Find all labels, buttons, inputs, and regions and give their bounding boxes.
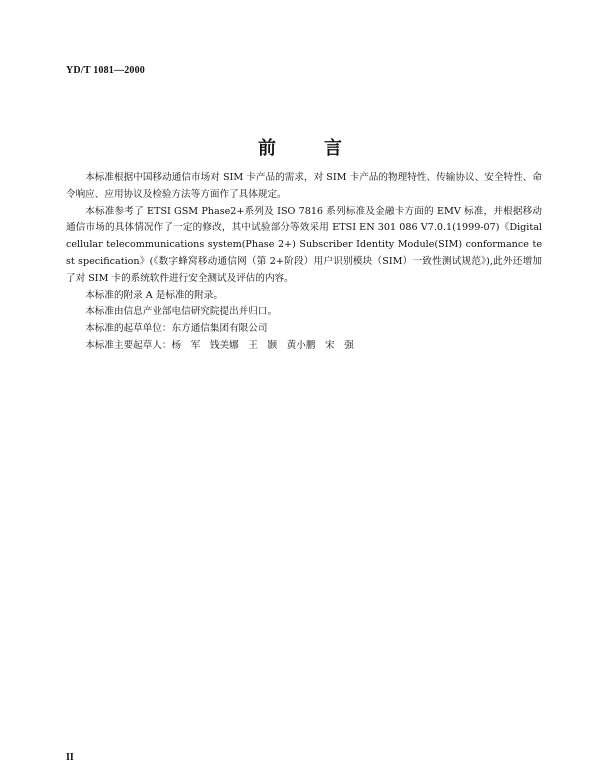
paragraph-drafting-unit: 本标准的起草单位：东方通信集团有限公司 [85,323,268,335]
paragraph-appendix: 本标准的附录 A 是标准的附录。 [85,289,223,301]
foreword-body [66,170,542,355]
paragraph-scope: 本标准根据中国移动通信市场对 SIM 卡产品的需求，对 SIM 卡产品的物理特性、传输协议、安全特性、命令响应、应用协议及检验方法等方面作了具体规定。 [66,172,542,200]
page-number: II [66,752,74,763]
section-title-foreword: 前言 [258,138,390,159]
paragraph-references: 本标准参考了 ETSI GSM Phase2+系列及 ISO 7816 系列标准及金融卡方面的 EMV 标准，并根据移动通信市场的具体情况作了一定的修改，其中试验部分等效采用 ETSI EN 301 086 V7.0.1(1999-07)《Digital cellular telecommunications system(Phase 2+) Subscriber Identity Module(SIM) conformance test specification》(《数字蜂窝移动通信网（第 2+阶段）用户识别模块（SIM）一致性测试规范》),此外还增加了对 SIM 卡的系统软件进行安全测试及评估的内容。 [66,205,542,284]
standard-code: YD/T 1081—2000 [66,65,146,76]
paragraph-proposer: 本标准由信息产业部电信研究院提出并归口。 [85,306,278,318]
paragraph-drafters: 本标准主要起草人：杨 军 钱美娜 王 颢 黄小鹏 宋 强 [85,339,354,351]
